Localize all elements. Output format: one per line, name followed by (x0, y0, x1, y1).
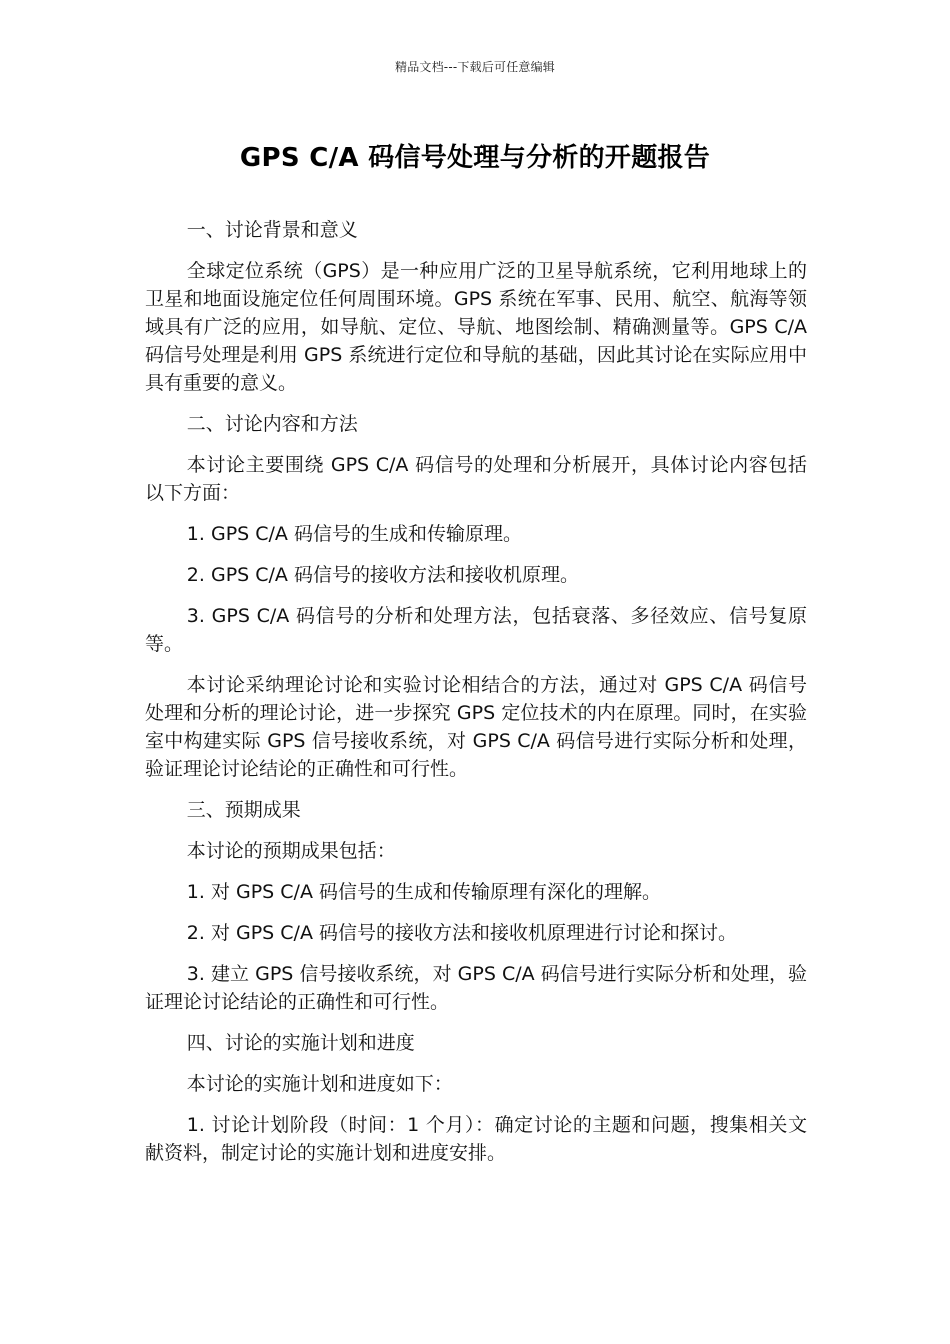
page-header-watermark: 精品文档---下载后可任意编辑 (395, 60, 555, 74)
list-item-content-2: 2. GPS C/A 码信号的接收方法和接收机原理。 (186, 564, 579, 586)
paragraph-background: 全球定位系统（GPS）是一种应用广泛的卫星导航系统，它利用地球上的卫星和地面设施定位任何周围环境。GPS 系统在军事、民用、航空、航海等领域具有广泛的应用，如导航、定位、导航、地图绘制、精确测量等。GPS C/A 码信号处理是利用 GPS 系统进行定位和导航的基础，因此其讨论在实际应用中具有重要的意义。 (145, 260, 807, 394)
list-item-result-3: 3. 建立 GPS 信号接收系统，对 GPS C/A 码信号进行实际分析和处理，验证理论讨论结论的正确性和可行性。 (145, 963, 807, 1013)
paragraph-method: 本讨论采纳理论讨论和实验讨论相结合的方法，通过对 GPS C/A 码信号处理和分析的理论讨论，进一步探究 GPS 定位技术的内在原理。同时，在实验室中构建实际 GPS 信号接收系统，对 GPS C/A 码信号进行实际分析和处理，验证理论讨论结论的正确性和可行性。 (145, 674, 807, 780)
list-item-result-2: 2. 对 GPS C/A 码信号的接收方法和接收机原理进行讨论和探讨。 (186, 922, 737, 944)
paragraph-plan-intro: 本讨论的实施计划和进度如下： (186, 1073, 453, 1095)
section-heading-expected-results: 三、预期成果 (186, 799, 301, 821)
list-item-content-1: 1. GPS C/A 码信号的生成和传输原理。 (186, 523, 522, 545)
section-heading-content-method: 二、讨论内容和方法 (186, 413, 358, 435)
document-title: GPS C/A 码信号处理与分析的开题报告 (239, 143, 711, 173)
section-heading-plan: 四、讨论的实施计划和进度 (186, 1032, 415, 1054)
paragraph-content-intro: 本讨论主要围绕 GPS C/A 码信号的处理和分析展开，具体讨论内容包括以下方面： (145, 454, 807, 504)
list-item-plan-1: 1. 讨论计划阶段（时间：1 个月）：确定讨论的主题和问题，搜集相关文献资料，制定讨论的实施计划和进度安排。 (145, 1114, 807, 1164)
list-item-result-1: 1. 对 GPS C/A 码信号的生成和传输原理有深化的理解。 (186, 881, 661, 903)
section-heading-background: 一、讨论背景和意义 (186, 219, 358, 241)
document-body (145, 216, 807, 1180)
list-item-content-3: 3. GPS C/A 码信号的分析和处理方法，包括衰落、多径效应、信号复原等。 (145, 605, 807, 655)
paragraph-results-intro: 本讨论的预期成果包括： (186, 840, 396, 862)
